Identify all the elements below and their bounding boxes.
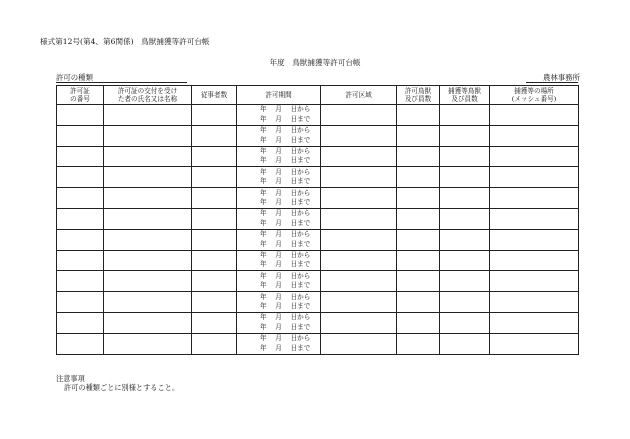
- permitted-animals-cell[interactable]: [397, 292, 440, 313]
- permit-period-cell: [237, 250, 321, 271]
- permit-area-cell[interactable]: [321, 167, 397, 188]
- worker-count-cell[interactable]: [192, 125, 237, 146]
- form-number: 様式第12号(第4、第6関係) 鳥獣捕獲等許可台帳: [40, 37, 210, 46]
- permit-number-cell[interactable]: [57, 229, 104, 250]
- permit-number-cell[interactable]: [57, 188, 104, 209]
- permitted-animals-cell[interactable]: [397, 333, 440, 354]
- holder-name-cell[interactable]: [104, 312, 192, 333]
- table-row: [57, 333, 579, 354]
- captured-animals-cell[interactable]: [440, 292, 490, 313]
- column-header-permitted-animals: 許可鳥獣 及び員数: [397, 86, 440, 105]
- capture-location-cell[interactable]: [490, 292, 579, 313]
- table-row: [57, 125, 579, 146]
- permit-area-cell[interactable]: [321, 250, 397, 271]
- captured-animals-cell[interactable]: [440, 105, 490, 126]
- column-header-holder-name: 許可証の交付を受け た者の氏名又は名称: [104, 86, 192, 105]
- captured-animals-cell[interactable]: [440, 250, 490, 271]
- permit-area-cell[interactable]: [321, 229, 397, 250]
- capture-location-cell[interactable]: [490, 271, 579, 292]
- period-to-text: 年 月 日まで: [260, 343, 311, 352]
- permit-number-cell[interactable]: [57, 105, 104, 126]
- capture-location-cell[interactable]: [490, 146, 579, 167]
- permit-area-cell[interactable]: [321, 125, 397, 146]
- permit-number-cell[interactable]: [57, 208, 104, 229]
- permit-type-label: 許可の種類: [56, 73, 93, 82]
- permit-number-cell[interactable]: [57, 167, 104, 188]
- worker-count-cell[interactable]: [192, 146, 237, 167]
- permitted-animals-cell[interactable]: [397, 167, 440, 188]
- table-row: [57, 146, 579, 167]
- permitted-animals-cell[interactable]: [397, 229, 440, 250]
- holder-name-cell[interactable]: [104, 208, 192, 229]
- captured-animals-cell[interactable]: [440, 167, 490, 188]
- captured-animals-cell[interactable]: [440, 312, 490, 333]
- period-from-text: 年 月 日から: [260, 209, 311, 218]
- period-from-text: 年 月 日から: [260, 334, 311, 343]
- table-row: [57, 292, 579, 313]
- office-label: 農林事務所: [543, 73, 580, 82]
- worker-count-cell[interactable]: [192, 292, 237, 313]
- document-title: 年度 鳥獣捕獲等許可台帳: [269, 58, 361, 67]
- capture-location-cell[interactable]: [490, 250, 579, 271]
- period-to-text: 年 月 日まで: [260, 239, 311, 248]
- worker-count-cell[interactable]: [192, 105, 237, 126]
- permit-number-cell[interactable]: [57, 250, 104, 271]
- worker-count-cell[interactable]: [192, 208, 237, 229]
- permit-number-cell[interactable]: [57, 312, 104, 333]
- worker-count-cell[interactable]: [192, 333, 237, 354]
- permit-period-cell: [237, 105, 321, 126]
- captured-animals-cell[interactable]: [440, 333, 490, 354]
- permit-period-cell: [237, 229, 321, 250]
- permit-period-cell: [237, 312, 321, 333]
- table-row: [57, 250, 579, 271]
- holder-name-cell[interactable]: [104, 250, 192, 271]
- captured-animals-cell[interactable]: [440, 146, 490, 167]
- table-header-row: [57, 86, 579, 105]
- period-to-text: 年 月 日まで: [260, 177, 311, 186]
- captured-animals-cell[interactable]: [440, 271, 490, 292]
- period-from-text: 年 月 日から: [260, 188, 311, 197]
- worker-count-cell[interactable]: [192, 271, 237, 292]
- worker-count-cell[interactable]: [192, 229, 237, 250]
- period-from-text: 年 月 日から: [260, 147, 311, 156]
- permit-register-table: [56, 85, 579, 355]
- worker-count-cell[interactable]: [192, 312, 237, 333]
- period-to-text: 年 月 日まで: [260, 156, 311, 165]
- permit-area-cell[interactable]: [321, 146, 397, 167]
- capture-location-cell[interactable]: [490, 312, 579, 333]
- period-to-text: 年 月 日まで: [260, 260, 311, 269]
- holder-name-cell[interactable]: [104, 333, 192, 354]
- notes-title: 注意事項: [56, 374, 85, 383]
- permitted-animals-cell[interactable]: [397, 125, 440, 146]
- permit-period-cell: [237, 208, 321, 229]
- period-from-text: 年 月 日から: [260, 230, 311, 239]
- permit-area-cell[interactable]: [321, 105, 397, 126]
- period-to-text: 年 月 日まで: [260, 198, 311, 207]
- holder-name-cell[interactable]: [104, 229, 192, 250]
- permit-number-cell[interactable]: [57, 125, 104, 146]
- permitted-animals-cell[interactable]: [397, 208, 440, 229]
- permitted-animals-cell[interactable]: [397, 105, 440, 126]
- capture-location-cell[interactable]: [490, 333, 579, 354]
- table-row: [57, 229, 579, 250]
- captured-animals-cell[interactable]: [440, 125, 490, 146]
- worker-count-cell[interactable]: [192, 188, 237, 209]
- office-underline: [526, 82, 578, 83]
- period-to-text: 年 月 日まで: [260, 302, 311, 311]
- permit-number-cell[interactable]: [57, 146, 104, 167]
- period-from-text: 年 月 日から: [260, 292, 311, 301]
- period-from-text: 年 月 日から: [260, 167, 311, 176]
- permitted-animals-cell[interactable]: [397, 312, 440, 333]
- period-to-text: 年 月 日まで: [260, 218, 311, 227]
- holder-name-cell[interactable]: [104, 105, 192, 126]
- permit-area-cell[interactable]: [321, 292, 397, 313]
- column-header-permit-area: 許可区域: [321, 86, 397, 105]
- permit-period-cell: [237, 271, 321, 292]
- permit-period-cell: [237, 146, 321, 167]
- permit-area-cell[interactable]: [321, 333, 397, 354]
- table-row: [57, 167, 579, 188]
- column-header-captured-animals: 捕獲等鳥獣 及び員数: [440, 86, 490, 105]
- period-from-text: 年 月 日から: [260, 126, 311, 135]
- capture-location-cell[interactable]: [490, 229, 579, 250]
- permit-area-cell[interactable]: [321, 312, 397, 333]
- permit-area-cell[interactable]: [321, 271, 397, 292]
- holder-name-cell[interactable]: [104, 146, 192, 167]
- worker-count-cell[interactable]: [192, 167, 237, 188]
- column-header-worker-count: 従事者数: [192, 86, 237, 105]
- period-to-text: 年 月 日まで: [260, 322, 311, 331]
- holder-name-cell[interactable]: [104, 292, 192, 313]
- period-to-text: 年 月 日まで: [260, 281, 311, 290]
- capture-location-cell[interactable]: [490, 188, 579, 209]
- permit-number-cell[interactable]: [57, 292, 104, 313]
- permit-number-cell[interactable]: [57, 271, 104, 292]
- permit-period-cell: [237, 333, 321, 354]
- period-to-text: 年 月 日まで: [260, 114, 311, 123]
- table-row: [57, 208, 579, 229]
- capture-location-cell[interactable]: [490, 208, 579, 229]
- table-row: [57, 105, 579, 126]
- column-header-capture-location: 捕獲等の場所 (メッシュ番号): [490, 86, 579, 105]
- permit-area-cell[interactable]: [321, 188, 397, 209]
- permitted-animals-cell[interactable]: [397, 146, 440, 167]
- permit-period-cell: [237, 292, 321, 313]
- captured-animals-cell[interactable]: [440, 229, 490, 250]
- captured-animals-cell[interactable]: [440, 188, 490, 209]
- period-from-text: 年 月 日から: [260, 251, 311, 260]
- holder-name-cell[interactable]: [104, 167, 192, 188]
- holder-name-cell[interactable]: [104, 125, 192, 146]
- period-to-text: 年 月 日まで: [260, 135, 311, 144]
- permitted-animals-cell[interactable]: [397, 188, 440, 209]
- permit-period-cell: [237, 167, 321, 188]
- permit-type-underline: [56, 82, 187, 83]
- table-row: [57, 188, 579, 209]
- notes-item: 許可の種類ごとに別様とすること。: [64, 383, 180, 392]
- permit-area-cell[interactable]: [321, 208, 397, 229]
- holder-name-cell[interactable]: [104, 188, 192, 209]
- period-from-text: 年 月 日から: [260, 313, 311, 322]
- captured-animals-cell[interactable]: [440, 208, 490, 229]
- table-body: [57, 105, 579, 355]
- worker-count-cell[interactable]: [192, 250, 237, 271]
- permitted-animals-cell[interactable]: [397, 250, 440, 271]
- permit-period-cell: [237, 125, 321, 146]
- period-from-text: 年 月 日から: [260, 105, 311, 114]
- permitted-animals-cell[interactable]: [397, 271, 440, 292]
- permit-number-cell[interactable]: [57, 333, 104, 354]
- table-row: [57, 271, 579, 292]
- permit-period-cell: [237, 188, 321, 209]
- period-from-text: 年 月 日から: [260, 271, 311, 280]
- column-header-permit-period: 許可期間: [237, 86, 321, 105]
- capture-location-cell[interactable]: [490, 167, 579, 188]
- capture-location-cell[interactable]: [490, 125, 579, 146]
- column-header-permit-number: 許可証 の番号: [57, 86, 104, 105]
- holder-name-cell[interactable]: [104, 271, 192, 292]
- capture-location-cell[interactable]: [490, 105, 579, 126]
- table-row: [57, 312, 579, 333]
